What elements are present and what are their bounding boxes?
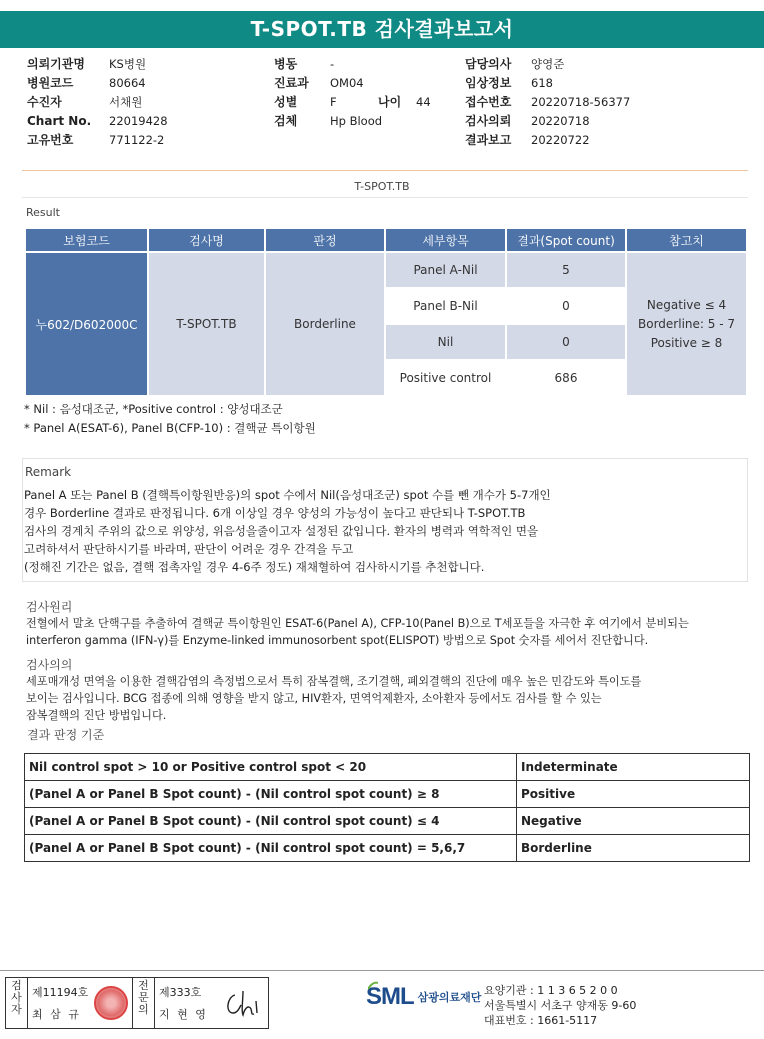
request-date-label: 검사의뢰 — [465, 114, 512, 128]
detail-value: 0 — [507, 289, 625, 323]
criteria-table — [24, 753, 750, 862]
reference-positive: Positive ≥ 8 — [650, 335, 723, 350]
inspector-label — [6, 978, 28, 1028]
sex-value: F — [330, 95, 337, 109]
col-judgement: 판정 — [266, 229, 384, 251]
report-date-value: 20220722 — [531, 133, 590, 147]
reference-borderline: Borderline: 5 - 7 — [638, 316, 735, 331]
hospital-value: KS병원 — [109, 57, 147, 71]
specialist-cell — [155, 978, 267, 1028]
criteria-result: Positive — [517, 781, 750, 808]
ward-label: 병동 — [274, 57, 298, 71]
detail-item: Positive control — [386, 361, 505, 395]
criteria-condition: (Panel A or Panel B Spot count) - (Nil control spot count) ≥ 8 — [25, 781, 517, 808]
col-result: 결과(Spot count) — [507, 229, 625, 251]
doctor-label: 담당의사 — [465, 57, 512, 71]
col-detail: 세부항목 — [386, 229, 505, 251]
logo-org-name: 삼광의료재단 — [417, 991, 482, 1004]
detail-value: 686 — [507, 361, 625, 395]
criteria-condition: Nil control spot > 10 or Positive control spot < 20 — [25, 754, 517, 781]
header-col3 — [465, 55, 630, 150]
report-title: T-SPOT.TB 검사결과보고서 — [0, 11, 764, 48]
col-test-name: 검사명 — [149, 229, 264, 251]
header-col2 — [274, 55, 431, 131]
table-row — [25, 781, 750, 808]
remark-line: Panel A 또는 Panel B (결핵특이항원반응)의 spot 수에서 Nil(음성대조군) spot 수를 뺀 개수가 5-7개인 — [24, 488, 551, 502]
inspector-no: 제11194호 — [32, 986, 89, 999]
significance-line: 세포매개성 면역을 이용한 결핵감염의 측정법으로서 특히 잠복결핵, 조기결핵, 폐외결핵의 진단에 매우 높은 민감도와 특이도를 — [26, 675, 642, 688]
sml-logo — [366, 983, 481, 1011]
unique-no-label: 고유번호 — [27, 133, 74, 147]
result-header-row — [26, 229, 746, 251]
remark-line: (정해진 기간은 없음, 결핵 접촉자일 경우 4-6주 정도) 재채혈하여 검사하시기를 추천합니다. — [24, 560, 485, 574]
note-panel: * Panel A(ESAT-6), Panel B(CFP-10) : 결핵균 특이항원 — [24, 421, 316, 435]
significance-line: 잠복결핵의 진단 방법입니다. — [26, 709, 167, 722]
principle-line: interferon gamma (IFN-γ)를 Enzyme-linked immunosorbent spot(ELISPOT) 방법으로 Spot 숫자를 세어서 진단합니다. — [26, 634, 649, 647]
criteria-title: 결과 판정 기준 — [27, 728, 105, 742]
specialist-name: 지 현 영 — [159, 1008, 208, 1021]
principle-text — [26, 615, 689, 649]
principle-title: 검사원리 — [26, 600, 73, 614]
receipt-no-label: 접수번호 — [465, 95, 512, 109]
significance-text — [26, 673, 641, 724]
table-row — [25, 835, 750, 862]
criteria-result: Borderline — [517, 835, 750, 862]
specimen-value: Hp Blood — [330, 114, 383, 128]
institution-code: 요양기관 : 1 1 3 6 5 2 0 0 — [484, 984, 618, 997]
criteria-result: Negative — [517, 808, 750, 835]
detail-item: Panel B-Nil — [386, 289, 505, 323]
inspector-label-text: 검사자 — [11, 979, 22, 1016]
hospital-code-label: 병원코드 — [27, 76, 74, 90]
signature-icon — [221, 987, 261, 1021]
test-name: T-SPOT.TB — [149, 253, 264, 395]
remark-line: 고려하셔서 판단하시기를 바라며, 판단이 어려운 경우 간격을 두고 — [24, 542, 354, 556]
remark-text — [24, 486, 551, 576]
specialist-label — [133, 978, 155, 1028]
footer-divider — [0, 970, 764, 971]
detail-value: 0 — [507, 325, 625, 359]
col-insurance-code: 보험코드 — [26, 229, 147, 251]
col-reference: 참고치 — [627, 229, 746, 251]
logo-text: SML — [366, 983, 414, 1010]
patient-value: 서채원 — [109, 95, 143, 109]
doctor-value: 양영준 — [531, 57, 565, 71]
criteria-condition: (Panel A or Panel B Spot count) - (Nil control spot count) ≤ 4 — [25, 808, 517, 835]
section-title: T-SPOT.TB — [354, 180, 410, 193]
specialist-label-text: 전문의 — [138, 979, 149, 1016]
ward-value: - — [330, 57, 335, 71]
sex-label: 성별 — [274, 95, 298, 109]
clinical-info-label: 임상정보 — [465, 76, 512, 90]
request-date-value: 20220718 — [531, 114, 590, 128]
patient-label: 수진자 — [27, 95, 62, 109]
institution-phone: 대표번호 : 1661-5117 — [484, 1014, 598, 1027]
institution-address: 서울특별시 서초구 양재동 9-60 — [484, 999, 637, 1012]
criteria-result: Indeterminate — [517, 754, 750, 781]
dept-value: OM04 — [330, 76, 364, 90]
remark-title: Remark — [25, 465, 72, 479]
header-col1 — [27, 55, 168, 150]
institution-info — [484, 983, 636, 1028]
reference-range — [627, 253, 746, 395]
judgement: Borderline — [266, 253, 384, 395]
significance-title: 검사의의 — [26, 658, 73, 672]
table-row — [25, 754, 750, 781]
header-divider-bottom — [22, 197, 748, 198]
result-table — [24, 227, 748, 397]
inspector-cell — [28, 978, 133, 1028]
inspector-name: 최 삼 규 — [32, 1008, 81, 1021]
table-row — [25, 808, 750, 835]
remark-line: 경우 Borderline 결과로 판정됩니다. 6개 이상일 경우 양성의 가능성이 높다고 판단되나 T-SPOT.TB — [24, 506, 526, 520]
note-nil: * Nil : 음성대조군, *Positive control : 양성대조군 — [24, 402, 283, 416]
age-label: 나이 — [378, 95, 402, 109]
significance-line: 보이는 검사입니다. BCG 접종에 의해 영향을 받지 않고, HIV환자, 면역억제환자, 소아환자 등에서도 검사를 할 수 있는 — [26, 692, 602, 705]
table-row — [26, 253, 746, 287]
header-divider-top — [22, 170, 748, 171]
detail-item: Panel A-Nil — [386, 253, 505, 287]
logo-swoosh-icon — [368, 981, 378, 991]
chart-no-value: 22019428 — [109, 114, 168, 128]
insurance-code: 누602/D602000C — [26, 253, 147, 395]
receipt-no-value: 20220718-56377 — [531, 95, 631, 109]
seal-stamp — [94, 986, 128, 1020]
principle-line: 전혈에서 말초 단핵구를 추출하여 결핵균 특이항원인 ESAT-6(Panel A), CFP-10(Panel B)으로 T세포들을 자극한 후 여기에서 분비되는 — [26, 617, 689, 630]
unique-no-value: 771122-2 — [109, 133, 165, 147]
result-label: Result — [26, 206, 60, 219]
detail-item: Nil — [386, 325, 505, 359]
hospital-code-value: 80664 — [109, 76, 146, 90]
detail-value: 5 — [507, 253, 625, 287]
age-value: 44 — [416, 95, 431, 109]
criteria-condition: (Panel A or Panel B Spot count) - (Nil control spot count) = 5,6,7 — [25, 835, 517, 862]
clinical-info-value: 618 — [531, 76, 553, 90]
reference-negative: Negative ≤ 4 — [646, 297, 727, 312]
dept-label: 진료과 — [274, 76, 309, 90]
report-date-label: 결과보고 — [465, 133, 512, 147]
signature-box — [5, 977, 269, 1029]
remark-line: 검사의 경계치 주위의 값으로 위양성, 위음성을줄이고자 설정된 값입니다. 환자의 병력과 역학적인 면을 — [24, 524, 539, 538]
specimen-label: 검체 — [274, 114, 298, 128]
hospital-label: 의뢰기관명 — [27, 57, 85, 71]
chart-no-label: Chart No. — [27, 114, 92, 128]
specialist-no: 제333호 — [159, 986, 202, 999]
